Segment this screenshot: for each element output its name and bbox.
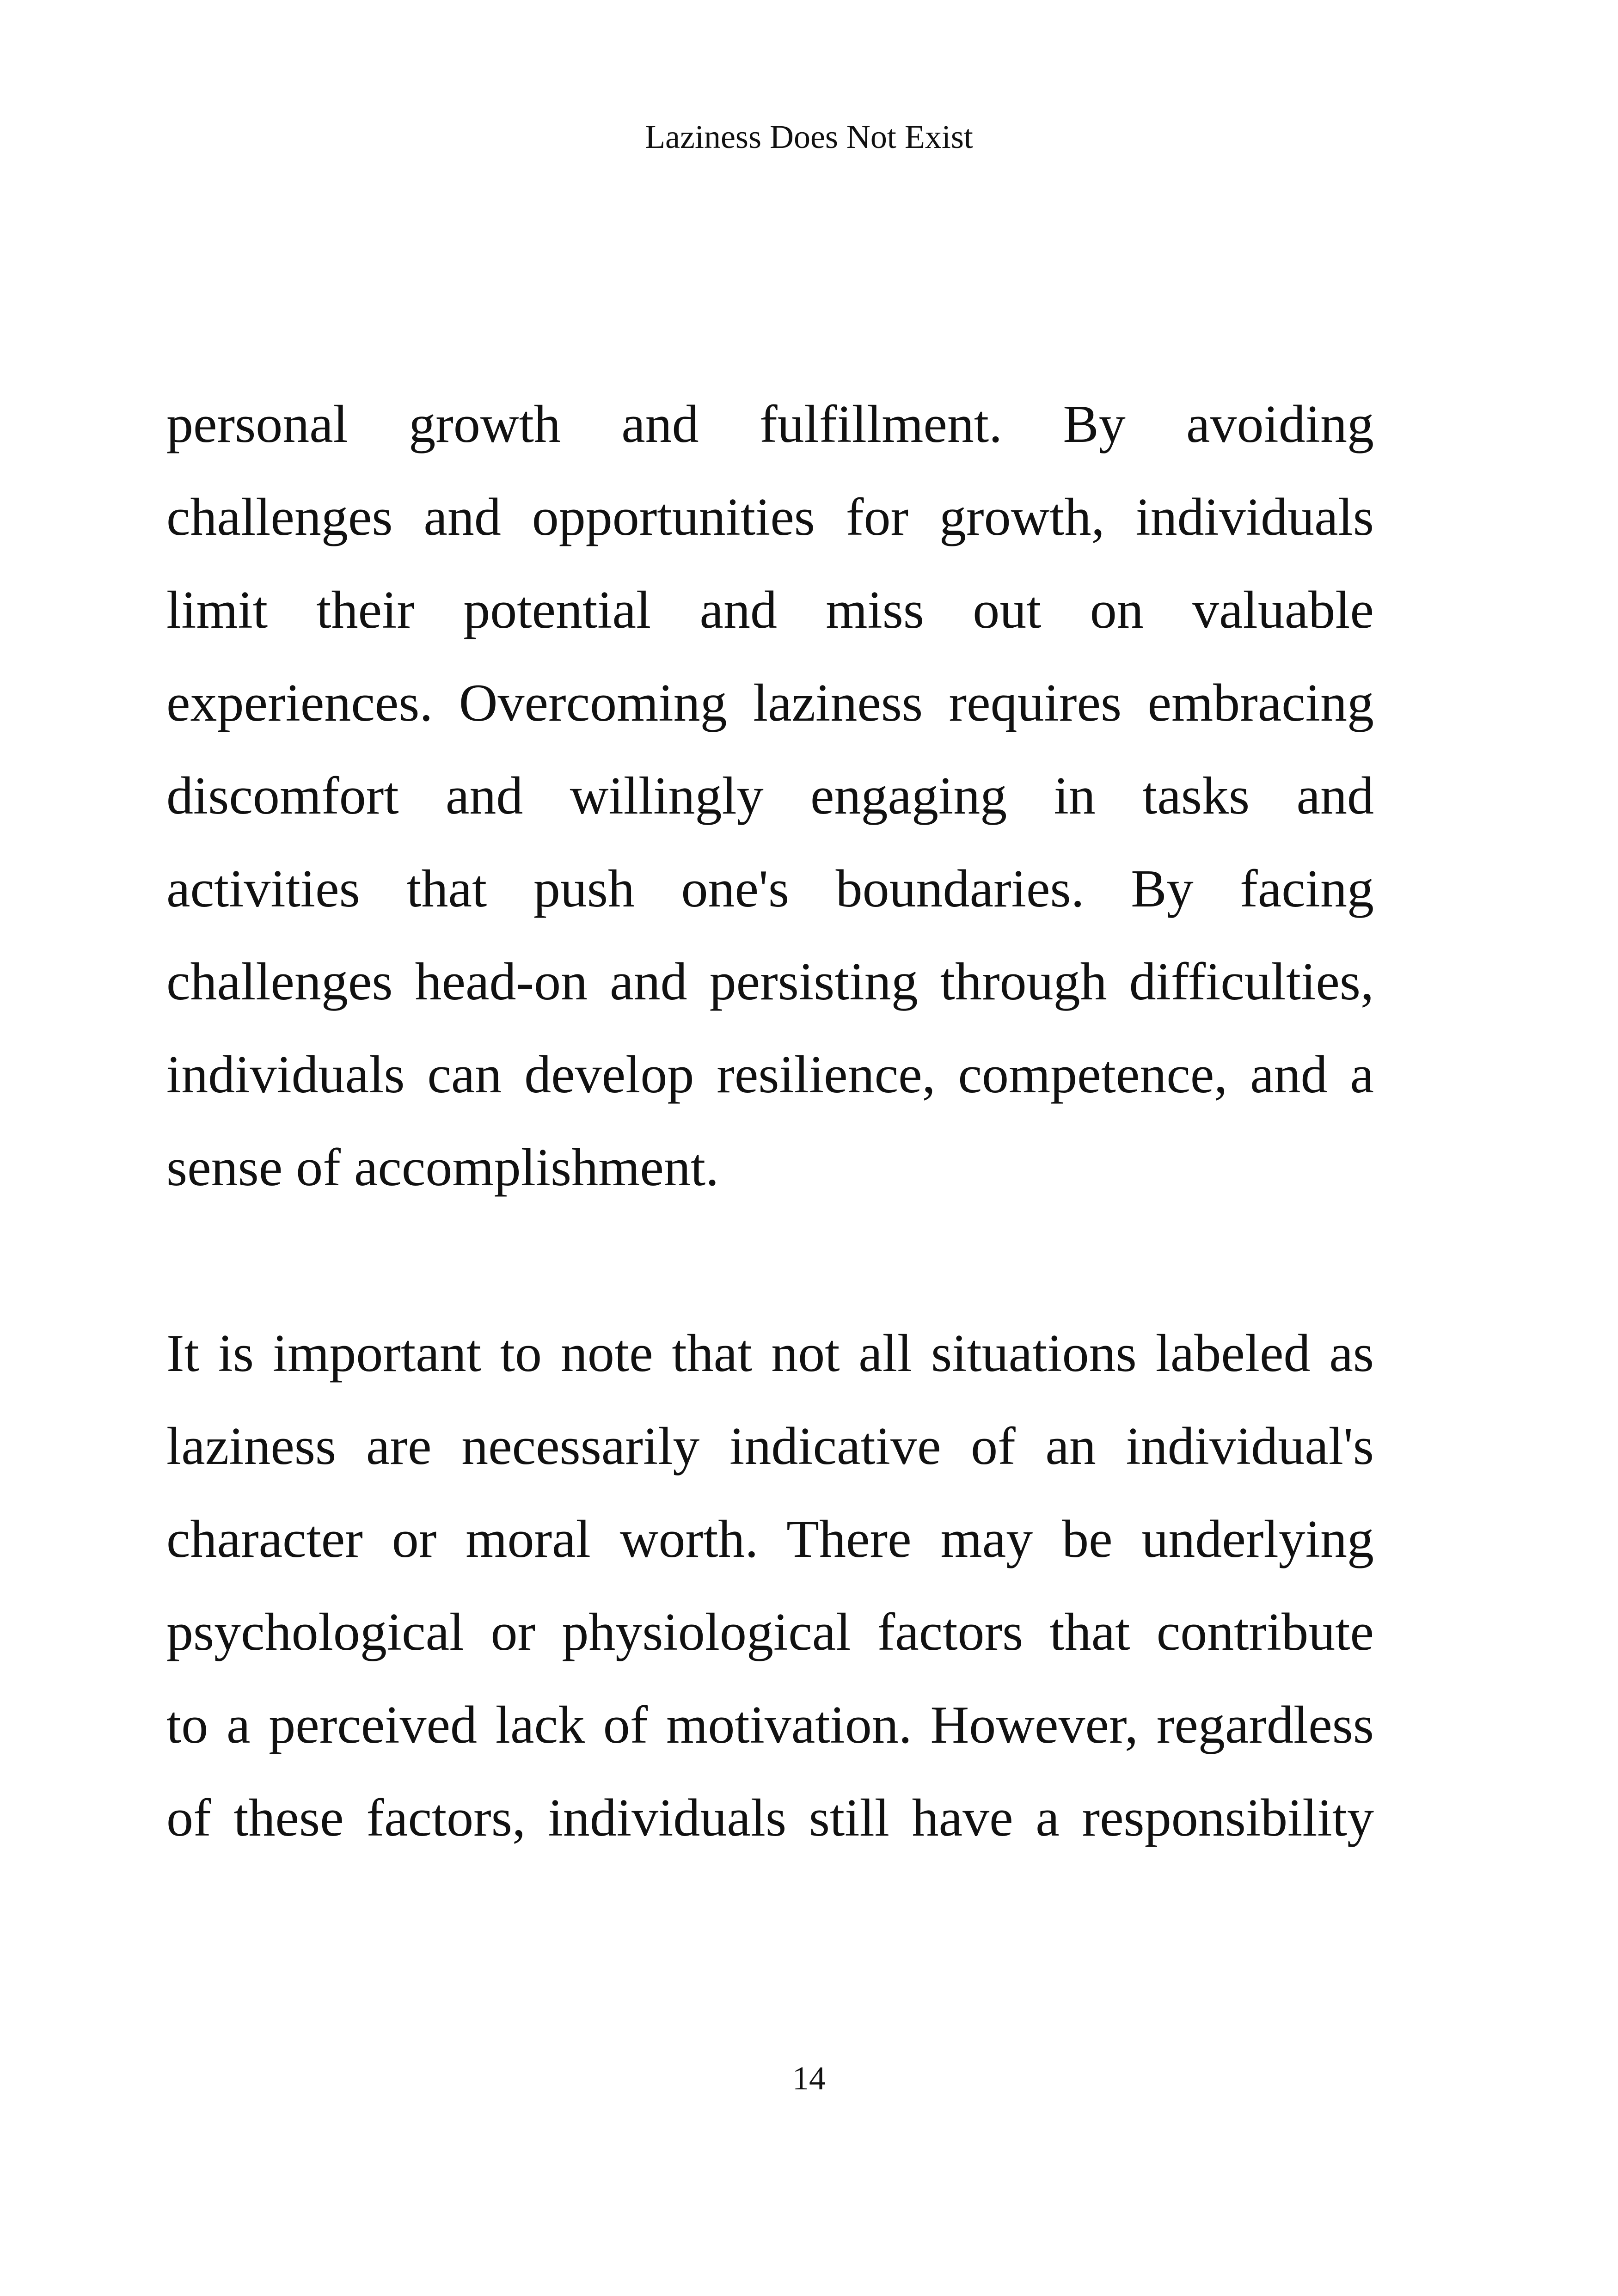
page-number: 14 xyxy=(792,2060,826,2097)
paragraph-1-line-1: personal growth and fulfillment. By avoiding xyxy=(166,395,1374,454)
body-text xyxy=(166,395,1374,1884)
paragraph-2-line-5: to a perceived lack of motivation. However, regardless xyxy=(166,1696,1374,1755)
paragraph-2 xyxy=(166,1324,1374,1884)
paragraph-1-line-5: discomfort and willingly engaging in tasks and xyxy=(166,766,1374,826)
paragraph-1-line-4: experiences. Overcoming laziness requires embracing xyxy=(166,673,1374,733)
paragraph-2-line-2: laziness are necessarily indicative of an individual's xyxy=(166,1417,1374,1476)
paragraph-2-line-6: of these factors, individuals still have a responsibility xyxy=(166,1788,1374,1848)
paragraph-spacer xyxy=(166,1234,1374,1327)
paragraph-1-line-2: challenges and opportunities for growth, individuals xyxy=(166,488,1374,547)
paragraph-2-line-4: psychological or physiological factors that contribute xyxy=(166,1603,1374,1662)
paragraph-1-line-9: sense of accomplishment. xyxy=(166,1138,719,1197)
paragraph-1-line-7: challenges head-on and persisting through difficulties, xyxy=(166,952,1374,1011)
paragraph-1-line-8: individuals can develop resilience, competence, and a xyxy=(166,1045,1374,1104)
paragraph-2-line-3: character or moral worth. There may be underlying xyxy=(166,1510,1374,1569)
paragraph-1-line-6: activities that push one's boundaries. By facing xyxy=(166,859,1374,918)
paragraph-2-line-1: It is important to note that not all situations labeled as xyxy=(166,1324,1374,1383)
running-header-title: Laziness Does Not Exist xyxy=(645,118,973,155)
paragraph-1-line-3: limit their potential and miss out on valuable xyxy=(166,581,1374,640)
paragraph-1 xyxy=(166,395,1374,1234)
